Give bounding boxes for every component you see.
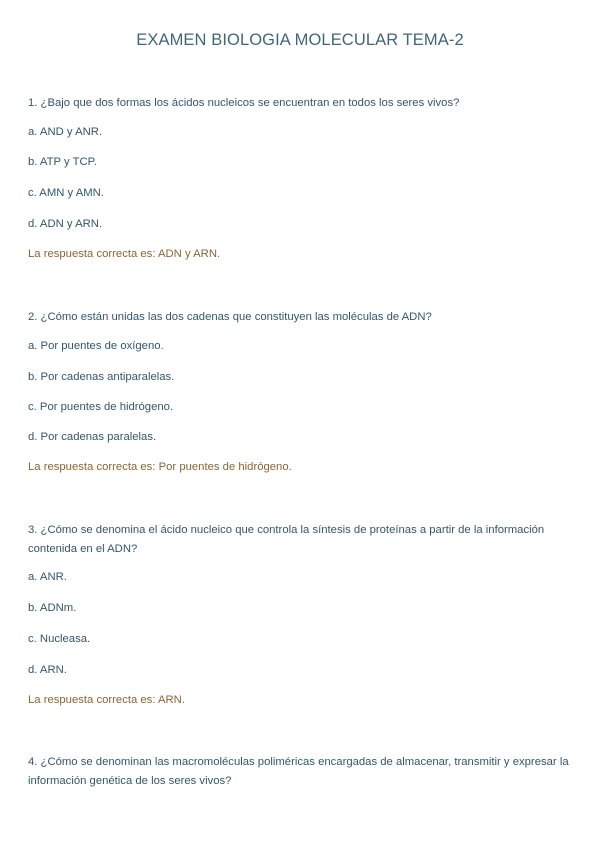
correct-answer: La respuesta correcta es: ARN. — [28, 694, 185, 706]
question-text: 2. ¿Cómo están unidas las dos cadenas que constituyen las moléculas de ADN? — [28, 311, 432, 323]
page-title: EXAMEN BIOLOGIA MOLECULAR TEMA-2 — [136, 31, 464, 49]
question-text: 4. ¿Cómo se denominan las macromoléculas poliméricas encargadas de almacenar, transmitir y expresar la información genética de los seres vivos? — [28, 756, 569, 787]
option-b: b. Por cadenas antiparalelas. — [28, 371, 175, 383]
correct-answer: La respuesta correcta es: ADN y ARN. — [28, 248, 221, 260]
option-b: b. ATP y TCP. — [28, 156, 97, 168]
option-c: c. Por puentes de hidrógeno. — [28, 401, 174, 413]
option-d: d. ADN y ARN. — [28, 218, 103, 230]
option-a: a. ANR. — [28, 571, 67, 583]
option-d: d. ARN. — [28, 664, 67, 676]
option-c: c. Nucleasa. — [28, 633, 91, 645]
option-a: a. AND y ANR. — [28, 126, 103, 138]
option-b: b. ADNm. — [28, 602, 77, 614]
correct-answer: La respuesta correcta es: Por puentes de hidrógeno. — [28, 461, 292, 473]
option-c: c. AMN y AMN. — [28, 187, 104, 199]
option-a: a. Por puentes de oxígeno. — [28, 340, 164, 352]
option-d: d. Por cadenas paralelas. — [28, 431, 157, 443]
question-text: 1. ¿Bajo que dos formas los ácidos nucleicos se encuentran en todos los seres vivos? — [28, 97, 460, 109]
question-text: 3. ¿Cómo se denomina el ácido nucleico que controla la síntesis de proteínas a partir de la información contenida en el ADN? — [28, 524, 545, 555]
